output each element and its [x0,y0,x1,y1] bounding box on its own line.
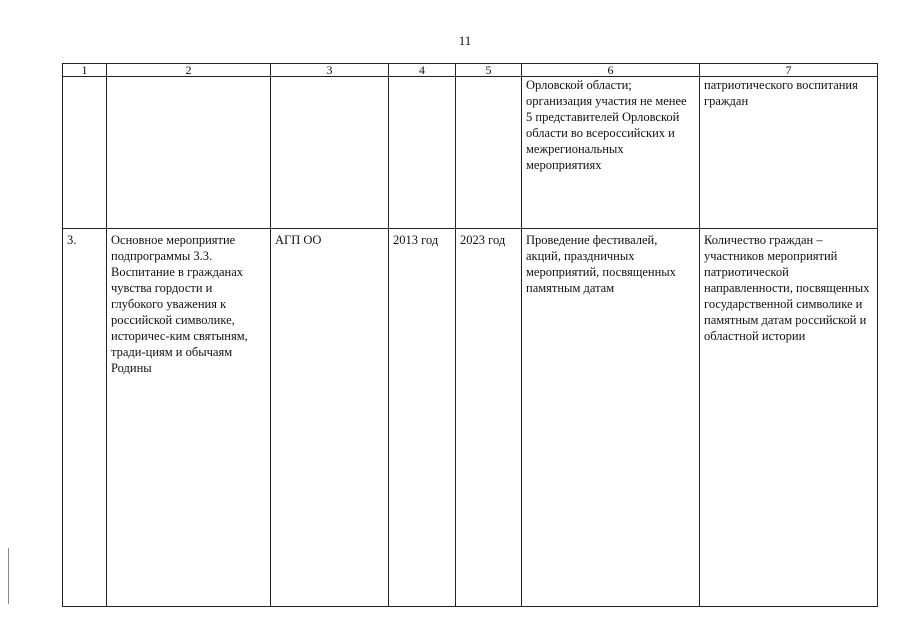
table-row-3 [63,229,878,607]
header-cell-4: 4 [389,64,456,77]
cont-cell-indicators: патриотического воспитания граждан [700,77,878,229]
header-cell-6: 6 [522,64,700,77]
cont-cell-4 [389,77,456,229]
row3-measure-name: Основное мероприятие подпрограммы 3.3. Воспитание в гражданах чувства гордости и глубокого уважения к российской символике, историчес-ким святыням, тради-циям и обычаям Родины [107,229,271,607]
row3-end-year: 2023 год [456,229,522,607]
table-row-continuation [63,77,878,229]
row3-start-year: 2013 год [389,229,456,607]
header-cell-5: 5 [456,64,522,77]
row3-expected-result: Проведение фестивалей, акций, праздничных мероприятий, посвященных памятным датам [522,229,700,607]
cont-cell-5 [456,77,522,229]
row3-indicator: Количество граждан – участников мероприятий патриотической направленности, посвященных государственной символике и памятным датам российской и областной истории [700,229,878,607]
header-cell-7: 7 [700,64,878,77]
cont-cell-3 [271,77,389,229]
row3-executor: АГП ОО [271,229,389,607]
cont-cell-1 [63,77,107,229]
page-number: 11 [458,33,472,48]
scan-margin-mark [8,548,9,604]
cont-cell-2 [107,77,271,229]
cont-cell-results: Орловской области; организация участия не менее 5 представителей Орловской области во всероссийских и межрегиональных мероприятиях [522,77,700,229]
header-cell-1: 1 [63,64,107,77]
header-cell-3: 3 [271,64,389,77]
row3-number: 3. [63,229,107,607]
table-header-row [63,64,878,77]
header-cell-2: 2 [107,64,271,77]
document-table [62,63,878,607]
